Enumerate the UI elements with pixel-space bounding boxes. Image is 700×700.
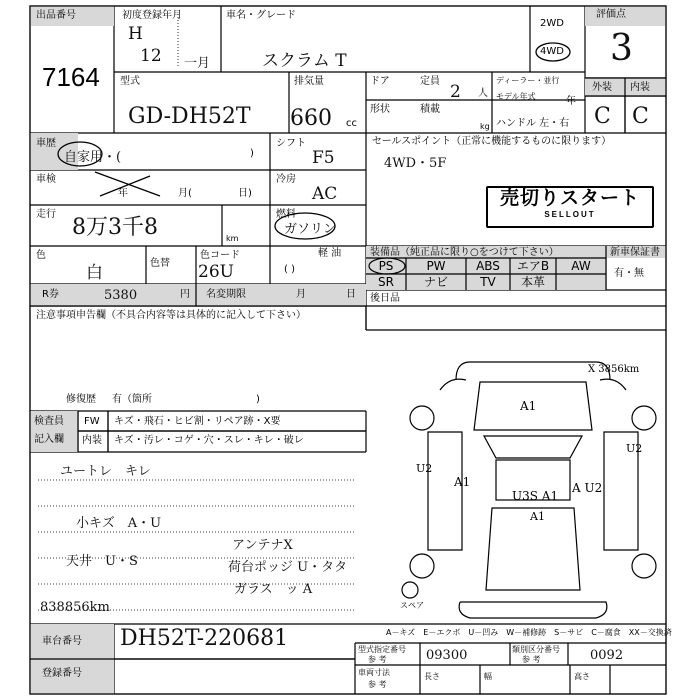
model-year-suffix: 年 <box>566 96 576 107</box>
equipment-label: 装備品（純正品に限り○をつけて下さい） <box>370 247 559 258</box>
notes-label: 注意事項申告欄（不具合内容等は具体的に記入して下さい） <box>36 310 306 321</box>
interior-label: 内装 <box>630 82 650 93</box>
capacity-value: 2 <box>450 82 461 102</box>
sales-point-value: 4WD・5F <box>384 156 447 171</box>
km-label: km <box>226 234 239 243</box>
equip-navi: ナビ <box>423 275 448 289</box>
diagram-mark-center: U3S A1 <box>512 489 559 503</box>
name-change-day: 日 <box>346 289 356 300</box>
era: H <box>128 24 143 44</box>
type-label: 型式 <box>120 76 140 87</box>
reg-number-label: 登録番号 <box>42 668 82 679</box>
inspector-note-6: 荷台ポッジ U・タタ <box>228 560 348 575</box>
fuel-value: ガソリン <box>284 222 337 237</box>
spec-label: 型式指定番号 <box>358 645 406 654</box>
diesel-label: 軽 油 <box>318 248 342 259</box>
diagram-spare-wheel <box>402 582 418 598</box>
diagram-wheel-rl <box>410 554 434 578</box>
size-sub: 参 考 <box>368 680 387 689</box>
inspector-note-7: ガラス ッ A <box>234 582 313 597</box>
score-value: 3 <box>610 28 633 69</box>
shift-value: F5 <box>312 148 335 168</box>
size-length: 長さ <box>424 672 440 681</box>
diagram-mark-front-right: U2 <box>626 442 643 455</box>
name-change-label: 名変期限 <box>206 289 246 300</box>
exterior-label: 外装 <box>592 82 612 93</box>
damage-legend: A－キズ E－エクボ U－凹み W－補修跡 S－サビ C－腐食 XX－交換済 <box>386 628 672 637</box>
diagram-windshield <box>484 436 582 458</box>
diagram-front-right-fender <box>600 379 626 390</box>
repair-label: 修復歴 <box>66 394 96 405</box>
size-label: 車両寸法 <box>358 668 390 677</box>
fuel-paren: ( ) <box>284 264 295 275</box>
twowd-label: 2WD <box>540 18 564 29</box>
inspector-fw-items: キズ・飛石・ヒビ割・リペア跡・X要 <box>114 416 281 427</box>
diagram-wheel-rr <box>632 554 656 578</box>
interior-grade: C <box>632 104 649 129</box>
diagram-front-left-fender <box>440 379 466 390</box>
shape-label: 形状 <box>370 104 390 115</box>
inspection-year: 年 <box>118 188 128 199</box>
warranty-label: 新車保証書 <box>610 247 660 258</box>
sellout-stamp <box>486 186 654 228</box>
lot-label: 出品番号 <box>36 10 76 21</box>
chassis-value: DH52T-220681 <box>120 626 289 651</box>
door-label: ドア <box>370 76 390 87</box>
inspection-label: 車検 <box>36 174 56 185</box>
inspection-day: 日) <box>238 188 252 199</box>
diagram-left-side <box>428 432 462 550</box>
inspector-interior-items: キズ・汚レ・コゲ・穴・スレ・キレ・破レ <box>114 435 304 446</box>
inspector-note-3: 天井 U・S <box>66 554 138 569</box>
handle-label: ハンドル 左・右 <box>496 118 570 129</box>
sales-point-label: セールスポイント（正常に機能するものに限ります） <box>372 136 612 147</box>
equip-sr: SR <box>378 275 394 289</box>
equip-abs: ABS <box>476 259 500 273</box>
type-value: GD-DH52T <box>128 104 251 129</box>
diagram-rear-bumper <box>459 602 607 618</box>
cc-label: cc <box>346 118 357 129</box>
size-height: 高さ <box>574 672 590 681</box>
inspector-interior: 内装 <box>82 435 102 446</box>
diagram-mark-front-left: U2 <box>416 462 433 475</box>
chassis-label: 車台番号 <box>42 636 82 647</box>
mileage-value: 8万3千8 <box>72 215 158 240</box>
history-value: 自家用・( <box>64 150 122 165</box>
sellout-stamp-main: 売切りスタート <box>499 188 640 209</box>
lot-number: 7164 <box>42 62 100 92</box>
repair-value: 有（箇所 <box>112 394 152 405</box>
equip-tv: TV <box>480 275 496 289</box>
warranty-value: 有・無 <box>614 268 644 279</box>
diagram-wheel-fl <box>410 406 434 430</box>
category-label: 類別区分番号 <box>512 645 560 654</box>
equip-aw: AW <box>571 259 591 273</box>
category-value: 0092 <box>590 648 624 663</box>
displacement-value: 660 <box>290 106 332 131</box>
capacity-label: 定員 <box>420 76 440 87</box>
diagram-mark-right: A U2 <box>572 481 603 495</box>
equip-ps: PS <box>378 259 394 273</box>
score-label: 評価点 <box>596 9 626 20</box>
recycle-value: 5380 <box>104 288 138 303</box>
exterior-grade: C <box>594 104 611 129</box>
dealer-label: ディーラー・並行 <box>496 76 560 85</box>
repair-close: ) <box>256 394 260 405</box>
history-label: 車歴 <box>36 138 56 149</box>
diagram-mark-left: A1 <box>454 475 471 489</box>
ac-value: AC <box>312 184 338 204</box>
kg-label: kg <box>480 122 490 131</box>
diagram-mark-hood: A1 <box>520 399 537 413</box>
diagram-spare-label: スペア <box>400 601 424 610</box>
spec-value: 09300 <box>426 648 468 663</box>
sellout-stamp-sub: SELLOUT <box>544 210 596 219</box>
inspector-note-2: 小キズ A・U <box>76 516 162 531</box>
color-change-label: 色替 <box>150 258 170 269</box>
inspector-label-2: 記入欄 <box>34 434 64 445</box>
color-value: 白 <box>86 263 103 283</box>
diagram-mark-top-right: X 3856km <box>588 364 640 375</box>
reg-year-label: 初度登録年月 <box>122 10 182 21</box>
inspector-label: 検査員 <box>34 416 64 427</box>
equip-pw: PW <box>426 259 446 273</box>
name-change-month: 月 <box>296 289 306 300</box>
equip-leather: 本革 <box>520 275 545 289</box>
reg-year: 12 <box>140 46 162 66</box>
model-name: スクラム T <box>262 51 347 71</box>
shift-label: シフト <box>276 138 306 149</box>
diagram-mark-bed: A1 <box>530 510 545 523</box>
recycle-yen: 円 <box>180 289 190 300</box>
inspector-note-1: ユートレ キレ <box>60 464 151 479</box>
fuel-label: 燃料 <box>276 209 296 220</box>
reg-month: 一月 <box>184 56 211 71</box>
inspector-note-4: 838856km <box>40 600 110 615</box>
inspector-note-5: アンテナX <box>232 538 293 553</box>
diagram-front-bumper <box>456 362 610 380</box>
load-label: 積載 <box>420 104 440 115</box>
color-code-value: 26U <box>198 262 234 282</box>
spec-sub: 参 考 <box>368 655 387 664</box>
displacement-label: 排気量 <box>294 76 324 87</box>
model-year-label: モデル年式 <box>496 92 536 101</box>
inspection-month: 月( <box>178 188 192 199</box>
color-label: 色 <box>36 250 46 261</box>
capacity-unit: 人 <box>478 88 488 99</box>
after-items-label: 後日品 <box>370 293 400 304</box>
history-close: ) <box>250 148 254 159</box>
size-width: 幅 <box>484 672 492 681</box>
diagram-wheel-fr <box>632 406 656 430</box>
recycle-label: R券 <box>42 289 59 300</box>
model-label: 車名・グレード <box>226 10 296 21</box>
ac-label: 冷房 <box>276 174 296 185</box>
equip-airbag: エアB <box>516 259 550 273</box>
mileage-label: 走行 <box>36 209 56 220</box>
color-code-label: 色コード <box>200 250 240 261</box>
category-sub: 参 考 <box>522 655 541 664</box>
inspector-fw: FW <box>84 416 100 427</box>
fourwd-label: 4WD <box>540 46 564 57</box>
car-diagram <box>400 340 666 630</box>
